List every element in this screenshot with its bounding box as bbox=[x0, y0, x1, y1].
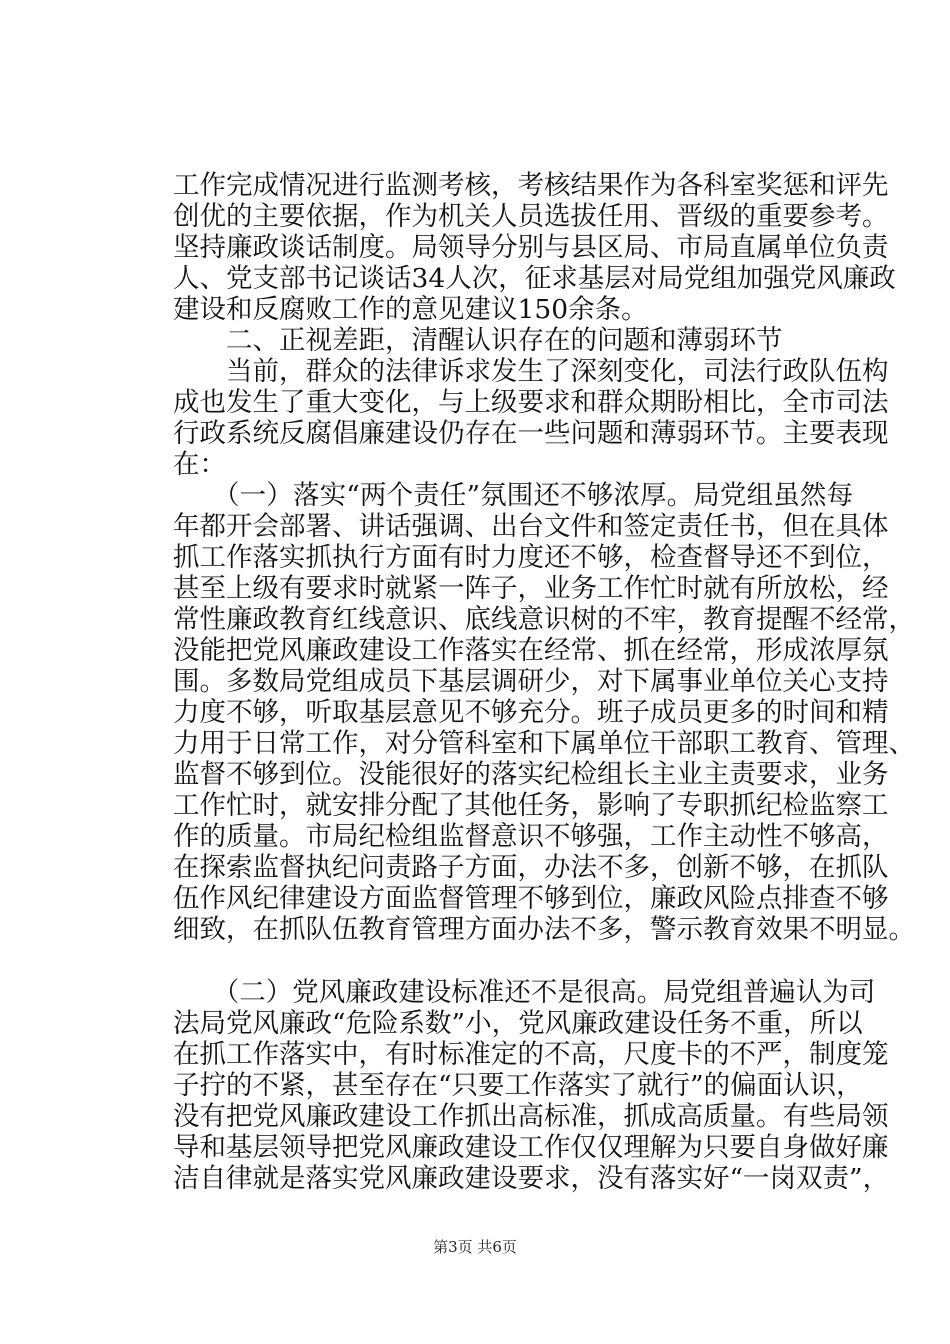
text-line: 作的质量。市局纪检组监督意识不够强，工作主动性不够高， bbox=[173, 821, 889, 852]
text-line: 围。多数局党组成员下基层调研少，对下属事业单位关心支持 bbox=[173, 666, 889, 697]
text-line: 人、党支部书记谈话34人次，征求基层对局党组加强党风廉政 bbox=[173, 263, 896, 294]
text-line: 细致，在抓队伍教育管理方面办法不多，警示教育效果不明显。 bbox=[173, 914, 915, 945]
section-heading: 二、正视差距，清醒认识存在的问题和薄弱环节 bbox=[173, 325, 783, 356]
paragraph-spacer bbox=[173, 945, 853, 977]
text-line: 在抓工作落实中，有时标准定的不高，尺度卡的不严，制度笼 bbox=[173, 1039, 889, 1070]
text-line: 子拧的不紧，甚至存在“只要工作落实了就行”的偏面认识， bbox=[173, 1070, 863, 1101]
paragraph-intro bbox=[173, 356, 889, 480]
text-line: 成也发生了重大变化，与上级要求和群众期盼相比，全市司法 bbox=[173, 387, 889, 418]
text-line: 建设和反腐败工作的意见建议150余条。 bbox=[173, 294, 648, 325]
text-line: 伍作风纪律建设方面监督管理不够到位，廉政风险点排查不够 bbox=[173, 883, 889, 914]
text-line: 洁自律就是落实党风廉政建设要求，没有落实好“一岗双责”， bbox=[173, 1163, 890, 1194]
text-line: 力用于日常工作，对分管科室和下属单位干部职工教育、管理、 bbox=[173, 728, 915, 759]
text-line: 创优的主要依据，作为机关人员选拔任用、晋级的重要参考。 bbox=[173, 201, 889, 232]
text-line: 年都开会部署、讲话强调、出台文件和签定责任书，但在具体 bbox=[173, 511, 889, 542]
text-line: 监督不够到位。没能很好的落实纪检组长主业主责要求，业务 bbox=[173, 759, 889, 790]
paragraph-continued bbox=[173, 170, 896, 325]
text-line: 法局党风廉政“危险系数”小，党风廉政建设任务不重，所以 bbox=[173, 1008, 863, 1039]
text-line: 工作忙时，就安排分配了其他任务，影响了专职抓纪检监察工 bbox=[173, 790, 889, 821]
text-line: 导和基层领导把党风廉政建设工作仅仅理解为只要自身做好廉 bbox=[173, 1132, 889, 1163]
document-body bbox=[173, 170, 915, 1194]
text-line: 没能把党风廉政建设工作落实在经常、抓在经常，形成浓厚氛 bbox=[173, 635, 889, 666]
text-line: 常性廉政教育红线意识、底线意识树的不牢，教育提醒不经常， bbox=[173, 604, 915, 635]
text-line: 在探索监督执纪问责路子方面，办法不多，创新不够，在抓队 bbox=[173, 852, 889, 883]
text-line: 当前，群众的法律诉求发生了深刻变化，司法行政队伍构 bbox=[173, 356, 889, 387]
text-line: 抓工作落实抓执行方面有时力度还不够，检查督导还不到位， bbox=[173, 542, 889, 573]
text-line: （二）党风廉政建设标准还不是很高。局党组普遍认为司 bbox=[173, 977, 876, 1008]
text-line: 坚持廉政谈话制度。局领导分别与县区局、市局直属单位负责 bbox=[173, 232, 889, 263]
text-line: 没有把党风廉政建设工作抓出高标准，抓成高质量。有些局领 bbox=[173, 1101, 889, 1132]
text-line: 力度不够，听取基层意见不够充分。班子成员更多的时间和精 bbox=[173, 697, 889, 728]
page-number-footer: 第3页 共6页 bbox=[433, 1238, 517, 1256]
text-line: （一）落实“两个责任”氛围还不够浓厚。局党组虽然每 bbox=[173, 480, 853, 511]
text-line: 甚至上级有要求时就紧一阵子，业务工作忙时就有所放松，经 bbox=[173, 573, 889, 604]
text-line: 在： bbox=[173, 449, 226, 480]
paragraph-item-2 bbox=[173, 977, 890, 1194]
paragraph-item-1 bbox=[173, 480, 915, 945]
text-line: 工作完成情况进行监测考核，考核结果作为各科室奖惩和评先 bbox=[173, 170, 889, 201]
text-line: 行政系统反腐倡廉建设仍存在一些问题和薄弱环节。主要表现 bbox=[173, 418, 889, 449]
